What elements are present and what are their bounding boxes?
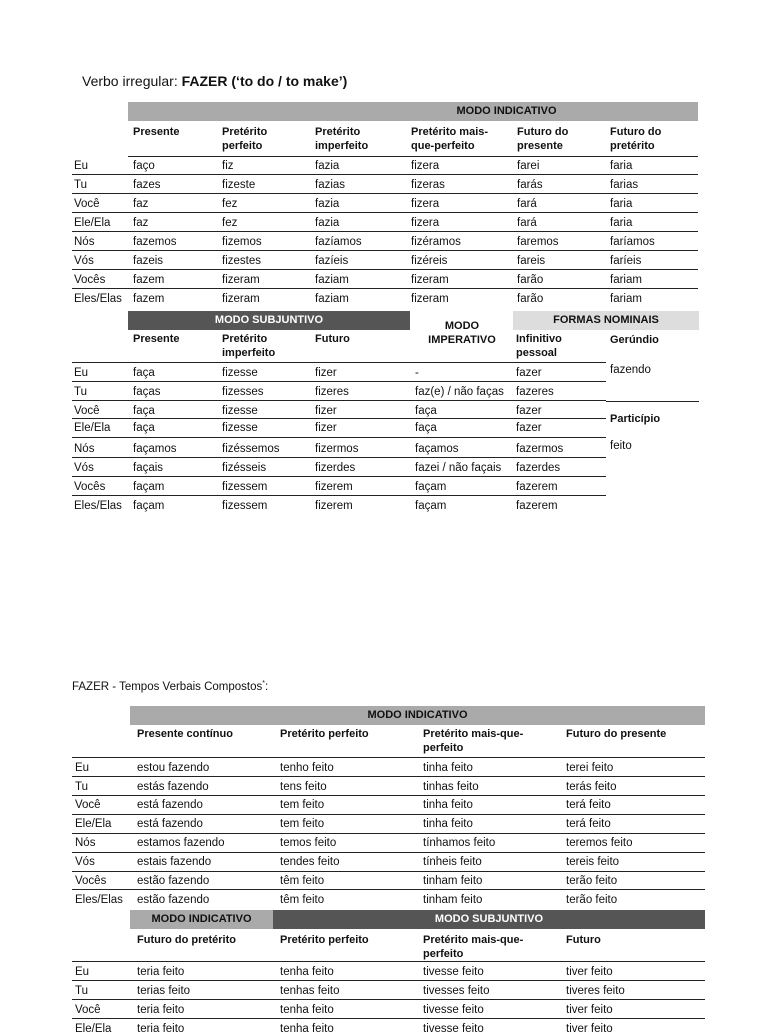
pronoun-cell: Tu bbox=[75, 985, 88, 997]
conjugation-cell: tenho feito bbox=[280, 762, 334, 774]
column-header bbox=[423, 933, 523, 961]
conjugation-cell: faria bbox=[610, 198, 633, 210]
conjugation-cell: façam bbox=[133, 481, 165, 493]
column-header-line: imperfeito bbox=[315, 140, 369, 152]
pronoun-cell: Nós bbox=[74, 443, 95, 455]
conjugation-cell: farão bbox=[517, 274, 544, 286]
column-header-line: presente bbox=[517, 140, 563, 152]
row-divider bbox=[72, 288, 698, 289]
conjugation-cell: fazei / não façais bbox=[415, 462, 502, 474]
conjugation-cell: teria feito bbox=[137, 1004, 185, 1016]
pronoun-cell: Tu bbox=[74, 179, 87, 191]
conjugation-cell: fazíamos bbox=[315, 236, 362, 248]
conjugation-cell: tenha feito bbox=[280, 1004, 334, 1016]
row-divider bbox=[72, 250, 698, 251]
conjugation-cell: faça bbox=[415, 422, 437, 434]
conjugation-cell: fazias bbox=[315, 179, 346, 191]
conjugation-cell: tivesse feito bbox=[423, 1023, 484, 1035]
conjugation-cell: tenha feito bbox=[280, 1023, 334, 1035]
conjugation-cell: fizessem bbox=[222, 500, 268, 512]
row-divider bbox=[72, 400, 606, 401]
column-header bbox=[566, 933, 601, 947]
pronoun-cell: Vós bbox=[75, 856, 95, 868]
conjugation-cell: fazeis bbox=[133, 255, 164, 267]
participio-value: feito bbox=[610, 440, 632, 452]
conjugation-cell: fazer bbox=[516, 405, 542, 417]
column-header-line: Futuro do bbox=[517, 126, 569, 138]
column-header bbox=[280, 933, 369, 947]
column-header-line: Pretérito bbox=[222, 333, 268, 345]
conjugation-cell: tiver feito bbox=[566, 1023, 613, 1035]
conjugation-cell: faziam bbox=[315, 274, 349, 286]
column-header-line: perfeito bbox=[423, 948, 464, 960]
column-header-line: Presente contínuo bbox=[137, 728, 233, 740]
row-divider bbox=[72, 231, 698, 232]
pronoun-cell: Vós bbox=[74, 462, 94, 474]
pronoun-cell: Tu bbox=[75, 781, 88, 793]
column-header bbox=[566, 727, 666, 741]
conjugation-cell: farei bbox=[517, 160, 540, 172]
conjugation-cell: fizésseis bbox=[222, 462, 267, 474]
conjugation-cell: fiz bbox=[222, 160, 234, 172]
conjugation-cell: fizeram bbox=[222, 274, 260, 286]
row-divider bbox=[72, 980, 705, 981]
conjugation-cell: - bbox=[415, 367, 419, 379]
pronoun-cell: Eles/Elas bbox=[74, 500, 122, 512]
conjugation-cell: fizeres bbox=[315, 386, 349, 398]
conjugation-cell: fizeras bbox=[411, 179, 445, 191]
conjugation-cell: estás fazendo bbox=[137, 781, 209, 793]
conjugation-cell: têm feito bbox=[280, 875, 325, 887]
column-header-line: Pretérito mais-que- bbox=[423, 934, 524, 946]
column-header-line: perfeito bbox=[423, 742, 464, 754]
column-header bbox=[222, 332, 275, 360]
conjugation-cell: tinham feito bbox=[423, 894, 483, 906]
pronoun-cell: Nós bbox=[75, 837, 96, 849]
conjugation-cell: tendes feito bbox=[280, 856, 340, 868]
pronoun-cell: Tu bbox=[74, 386, 87, 398]
row-divider bbox=[72, 457, 606, 458]
conjugation-cell: terá feito bbox=[566, 818, 611, 830]
row-divider bbox=[72, 1018, 705, 1019]
conjugation-cell: farão bbox=[517, 293, 544, 305]
row-divider bbox=[72, 362, 606, 363]
row-divider bbox=[72, 889, 705, 890]
conjugation-cell: tinha feito bbox=[423, 818, 473, 830]
conjugation-cell: fará bbox=[517, 198, 537, 210]
conjugation-cell: fazerem bbox=[516, 500, 558, 512]
conjugation-cell: faria bbox=[610, 160, 633, 172]
column-header-line: Pretérito perfeito bbox=[280, 934, 369, 946]
column-header bbox=[517, 125, 568, 153]
pronoun-cell: Eu bbox=[75, 762, 90, 774]
column-header-line: Pretérito bbox=[315, 126, 361, 138]
subjuntivo-bar: MODO SUBJUNTIVO bbox=[128, 311, 410, 330]
conjugation-cell: fizesse bbox=[222, 422, 258, 434]
conjugation-cell: faz bbox=[133, 217, 149, 229]
row-divider bbox=[72, 871, 705, 872]
conjugation-cell: faríamos bbox=[610, 236, 655, 248]
conjugation-cell: fizera bbox=[411, 160, 440, 172]
conjugation-cell: faça bbox=[133, 405, 155, 417]
conjugation-cell: tens feito bbox=[280, 781, 327, 793]
row-divider bbox=[72, 495, 606, 496]
column-header bbox=[610, 125, 661, 153]
pronoun-cell: Ele/Ela bbox=[74, 217, 111, 229]
conjugation-cell: fizerem bbox=[315, 481, 353, 493]
conjugation-cell: fazeres bbox=[516, 386, 554, 398]
row-divider bbox=[72, 212, 698, 213]
conjugation-cell: fizestes bbox=[222, 255, 261, 267]
conjugation-cell: fizer bbox=[315, 422, 337, 434]
conjugation-cell: fazes bbox=[133, 179, 161, 191]
conjugation-cell: estamos fazendo bbox=[137, 837, 225, 849]
conjugation-cell: tem feito bbox=[280, 818, 325, 830]
conjugation-cell: estou fazendo bbox=[137, 762, 210, 774]
conjugation-cell: fazia bbox=[315, 198, 340, 210]
row-divider bbox=[72, 999, 705, 1000]
pronoun-cell: Vós bbox=[74, 255, 94, 267]
conjugation-cell: fizeram bbox=[411, 293, 449, 305]
pronoun-cell: Vocês bbox=[75, 875, 107, 887]
pronoun-cell: Ele/Ela bbox=[75, 818, 112, 830]
row-divider bbox=[72, 174, 698, 175]
conjugation-cell: faço bbox=[133, 160, 155, 172]
row-divider bbox=[72, 437, 606, 438]
column-header-line: pessoal bbox=[516, 347, 557, 359]
column-header-line: Futuro bbox=[315, 333, 350, 345]
pronoun-cell: Ele/Ela bbox=[75, 1023, 112, 1035]
conjugation-cell: faremos bbox=[517, 236, 559, 248]
conjugation-cell: fazermos bbox=[516, 443, 564, 455]
nominais-divider bbox=[606, 401, 699, 402]
conjugation-cell: fez bbox=[222, 198, 238, 210]
row-divider bbox=[72, 476, 606, 477]
conjugation-cell: fazemos bbox=[133, 236, 177, 248]
conjugation-cell: tiver feito bbox=[566, 1004, 613, 1016]
row-divider bbox=[72, 795, 705, 796]
row-divider bbox=[72, 381, 606, 382]
conjugation-cell: fizermos bbox=[315, 443, 359, 455]
conjugation-cell: fariam bbox=[610, 274, 642, 286]
conjugation-cell: tenha feito bbox=[280, 966, 334, 978]
conjugation-cell: fazerdes bbox=[516, 462, 561, 474]
conjugation-cell: tiver feito bbox=[566, 966, 613, 978]
conjugation-cell: temos feito bbox=[280, 837, 337, 849]
compostos-title-text: FAZER - Tempos Verbais Compostos bbox=[72, 680, 263, 693]
conjugation-cell: fizer bbox=[315, 405, 337, 417]
column-header-line: Pretérito bbox=[222, 126, 268, 138]
imperativo-heading-line: MODO bbox=[444, 320, 480, 332]
row-divider bbox=[72, 269, 698, 270]
conjugation-cell: façamos bbox=[415, 443, 459, 455]
conjugation-cell: tínheis feito bbox=[423, 856, 482, 868]
conjugation-cell: faziam bbox=[315, 293, 349, 305]
conjugation-cell: façais bbox=[133, 462, 164, 474]
conjugation-cell: fizeste bbox=[222, 179, 256, 191]
conjugation-cell: fez bbox=[222, 217, 238, 229]
column-header-line: imperfeito bbox=[222, 347, 276, 359]
indicativo-spacer bbox=[128, 102, 315, 121]
column-header bbox=[133, 332, 179, 346]
column-header-line: Presente bbox=[133, 333, 180, 345]
column-header-line: Futuro bbox=[566, 934, 601, 946]
column-header-line: Futuro do pretérito bbox=[137, 934, 236, 946]
conjugation-cell: fizesse bbox=[222, 367, 258, 379]
conjugation-cell: faz(e) / não faças bbox=[415, 386, 504, 398]
conjugation-cell: fizessem bbox=[222, 481, 268, 493]
conjugation-cell: fazíeis bbox=[315, 255, 349, 267]
conjugation-cell: tinhas feito bbox=[423, 781, 479, 793]
conjugation-cell: fareis bbox=[517, 255, 546, 267]
column-header bbox=[516, 332, 562, 360]
conjugation-cell: fizerdes bbox=[315, 462, 356, 474]
conjugation-cell: estão fazendo bbox=[137, 875, 210, 887]
conjugation-cell: faça bbox=[133, 422, 155, 434]
participio-label: Particípio bbox=[610, 413, 661, 425]
conjugation-cell: teria feito bbox=[137, 1023, 185, 1035]
title-verb: FAZER (‘to do / to make’) bbox=[181, 73, 348, 89]
conjugation-cell: tem feito bbox=[280, 799, 325, 811]
conjugation-cell: faz bbox=[133, 198, 149, 210]
conjugation-cell: façam bbox=[415, 481, 447, 493]
column-header bbox=[137, 727, 233, 741]
conjugation-cell: fazerem bbox=[516, 481, 558, 493]
indicativo-bar: MODO INDICATIVO bbox=[315, 102, 698, 121]
pronoun-cell: Você bbox=[74, 405, 100, 417]
conjugation-cell: fazia bbox=[315, 160, 340, 172]
conjugation-cell: farás bbox=[517, 179, 543, 191]
pronoun-cell: Ele/Ela bbox=[74, 422, 111, 434]
gerundio-value: fazendo bbox=[610, 364, 651, 376]
column-header bbox=[137, 933, 236, 947]
conjugation-cell: tínhamos feito bbox=[423, 837, 496, 849]
conjugation-cell: fizesse bbox=[222, 405, 258, 417]
row-divider bbox=[72, 418, 606, 419]
row-divider bbox=[72, 757, 705, 758]
pronoun-cell: Eu bbox=[75, 966, 90, 978]
column-header bbox=[411, 125, 488, 153]
conjugation-cell: tenhas feito bbox=[280, 985, 340, 997]
column-header-line: Futuro do bbox=[610, 126, 662, 138]
row-divider bbox=[72, 814, 705, 815]
conjugation-cell: fazia bbox=[315, 217, 340, 229]
conjugation-cell: tivesse feito bbox=[423, 1004, 484, 1016]
row-divider bbox=[72, 852, 705, 853]
conjugation-cell: farias bbox=[610, 179, 639, 191]
column-header-line: Pretérito perfeito bbox=[280, 728, 369, 740]
pronoun-cell: Eles/Elas bbox=[75, 894, 123, 906]
conjugation-cell: façamos bbox=[133, 443, 177, 455]
pronoun-cell: Eu bbox=[74, 160, 89, 172]
conjugation-cell: está fazendo bbox=[137, 818, 203, 830]
column-header bbox=[315, 332, 350, 346]
compostos-title-colon: : bbox=[264, 680, 269, 693]
conjugation-cell: terá feito bbox=[566, 799, 611, 811]
conjugation-cell: terão feito bbox=[566, 894, 618, 906]
conjugation-cell: tinha feito bbox=[423, 799, 473, 811]
pronoun-cell: Vocês bbox=[74, 481, 106, 493]
conjugation-cell: fizéramos bbox=[411, 236, 461, 248]
column-header-line: Infinitivo bbox=[516, 333, 562, 345]
conjugation-cell: terás feito bbox=[566, 781, 617, 793]
conjugation-cell: estão fazendo bbox=[137, 894, 210, 906]
conjugation-cell: fazer bbox=[516, 422, 542, 434]
conjugation-cell: façam bbox=[133, 500, 165, 512]
pronoun-cell: Eles/Elas bbox=[74, 293, 122, 305]
pronoun-cell: Você bbox=[75, 1004, 101, 1016]
conjugation-cell: tivesses feito bbox=[423, 985, 490, 997]
column-header-line: Futuro do presente bbox=[566, 728, 667, 740]
conjugation-cell: estais fazendo bbox=[137, 856, 212, 868]
conjugation-cell: terão feito bbox=[566, 875, 618, 887]
title-prefix: Verbo irregular: bbox=[82, 73, 182, 89]
conjugation-cell: terei feito bbox=[566, 762, 614, 774]
conjugation-cell: têm feito bbox=[280, 894, 325, 906]
pronoun-cell: Nós bbox=[74, 236, 95, 248]
conjugation-cell: teria feito bbox=[137, 966, 185, 978]
conjugation-cell: fizerem bbox=[315, 500, 353, 512]
column-header bbox=[423, 727, 523, 755]
column-header-line: Pretérito mais-que- bbox=[423, 728, 524, 740]
column-header-line: perfeito bbox=[222, 140, 263, 152]
conjugation-cell: terias feito bbox=[137, 985, 191, 997]
conjugation-cell: façam bbox=[415, 500, 447, 512]
conjugation-cell: fizera bbox=[411, 198, 440, 210]
column-header-line: Presente bbox=[133, 126, 180, 138]
conjugation-cell: faça bbox=[133, 367, 155, 379]
conjugation-cell: teremos feito bbox=[566, 837, 633, 849]
imperativo-heading-line: IMPERATIVO bbox=[428, 334, 496, 346]
pronoun-cell: Vocês bbox=[74, 274, 106, 286]
row-divider bbox=[72, 193, 698, 194]
conjugation-cell: faria bbox=[610, 217, 633, 229]
column-header-line: que-perfeito bbox=[411, 140, 475, 152]
conjugation-cell: tereis feito bbox=[566, 856, 620, 868]
subjuntivo-bar-compostos: MODO SUBJUNTIVO bbox=[273, 910, 705, 929]
row-divider bbox=[72, 961, 705, 962]
pronoun-cell: Você bbox=[74, 198, 100, 210]
conjugation-cell: fariam bbox=[610, 293, 642, 305]
column-header-line: Pretérito mais- bbox=[411, 126, 489, 138]
conjugation-cell: fizeram bbox=[222, 293, 260, 305]
conjugation-cell: fazer bbox=[516, 367, 542, 379]
nominais-bar: FORMAS NOMINAIS bbox=[513, 311, 699, 330]
row-divider bbox=[72, 833, 705, 834]
conjugation-cell: faríeis bbox=[610, 255, 642, 267]
conjugation-cell: faça bbox=[415, 405, 437, 417]
gerundio-label: Gerúndio bbox=[610, 334, 659, 346]
conjugation-cell: fazem bbox=[133, 293, 165, 305]
conjugation-cell: fizera bbox=[411, 217, 440, 229]
indicativo-bar-compostos: MODO INDICATIVO bbox=[130, 706, 705, 725]
conjugation-cell: tivesse feito bbox=[423, 966, 484, 978]
conjugation-cell: está fazendo bbox=[137, 799, 203, 811]
conjugation-cell: fizéreis bbox=[411, 255, 448, 267]
conjugation-cell: fará bbox=[517, 217, 537, 229]
column-header bbox=[280, 727, 369, 741]
indicativo-bar-futuro: MODO INDICATIVO bbox=[130, 910, 273, 929]
footnote-mark: * bbox=[262, 680, 265, 687]
imperativo-heading bbox=[424, 319, 500, 347]
pronoun-cell: Você bbox=[75, 799, 101, 811]
conjugation-cell: fizesses bbox=[222, 386, 264, 398]
conjugation-cell: faças bbox=[133, 386, 161, 398]
conjugation-cell: fizeram bbox=[411, 274, 449, 286]
conjugation-cell: fazem bbox=[133, 274, 165, 286]
conjugation-cell: tiveres feito bbox=[566, 985, 625, 997]
conjugation-cell: fizemos bbox=[222, 236, 262, 248]
compostos-title bbox=[72, 680, 268, 693]
column-header bbox=[222, 125, 267, 153]
conjugation-cell: fizer bbox=[315, 367, 337, 379]
row-divider bbox=[128, 156, 698, 157]
column-header bbox=[133, 125, 179, 139]
conjugation-cell: tinham feito bbox=[423, 875, 483, 887]
conjugation-cell: fizéssemos bbox=[222, 443, 280, 455]
row-divider bbox=[72, 776, 705, 777]
column-header-line: pretérito bbox=[610, 140, 655, 152]
pronoun-cell: Eu bbox=[74, 367, 89, 379]
conjugation-cell: tinha feito bbox=[423, 762, 473, 774]
column-header bbox=[315, 125, 368, 153]
page-title bbox=[82, 73, 347, 89]
